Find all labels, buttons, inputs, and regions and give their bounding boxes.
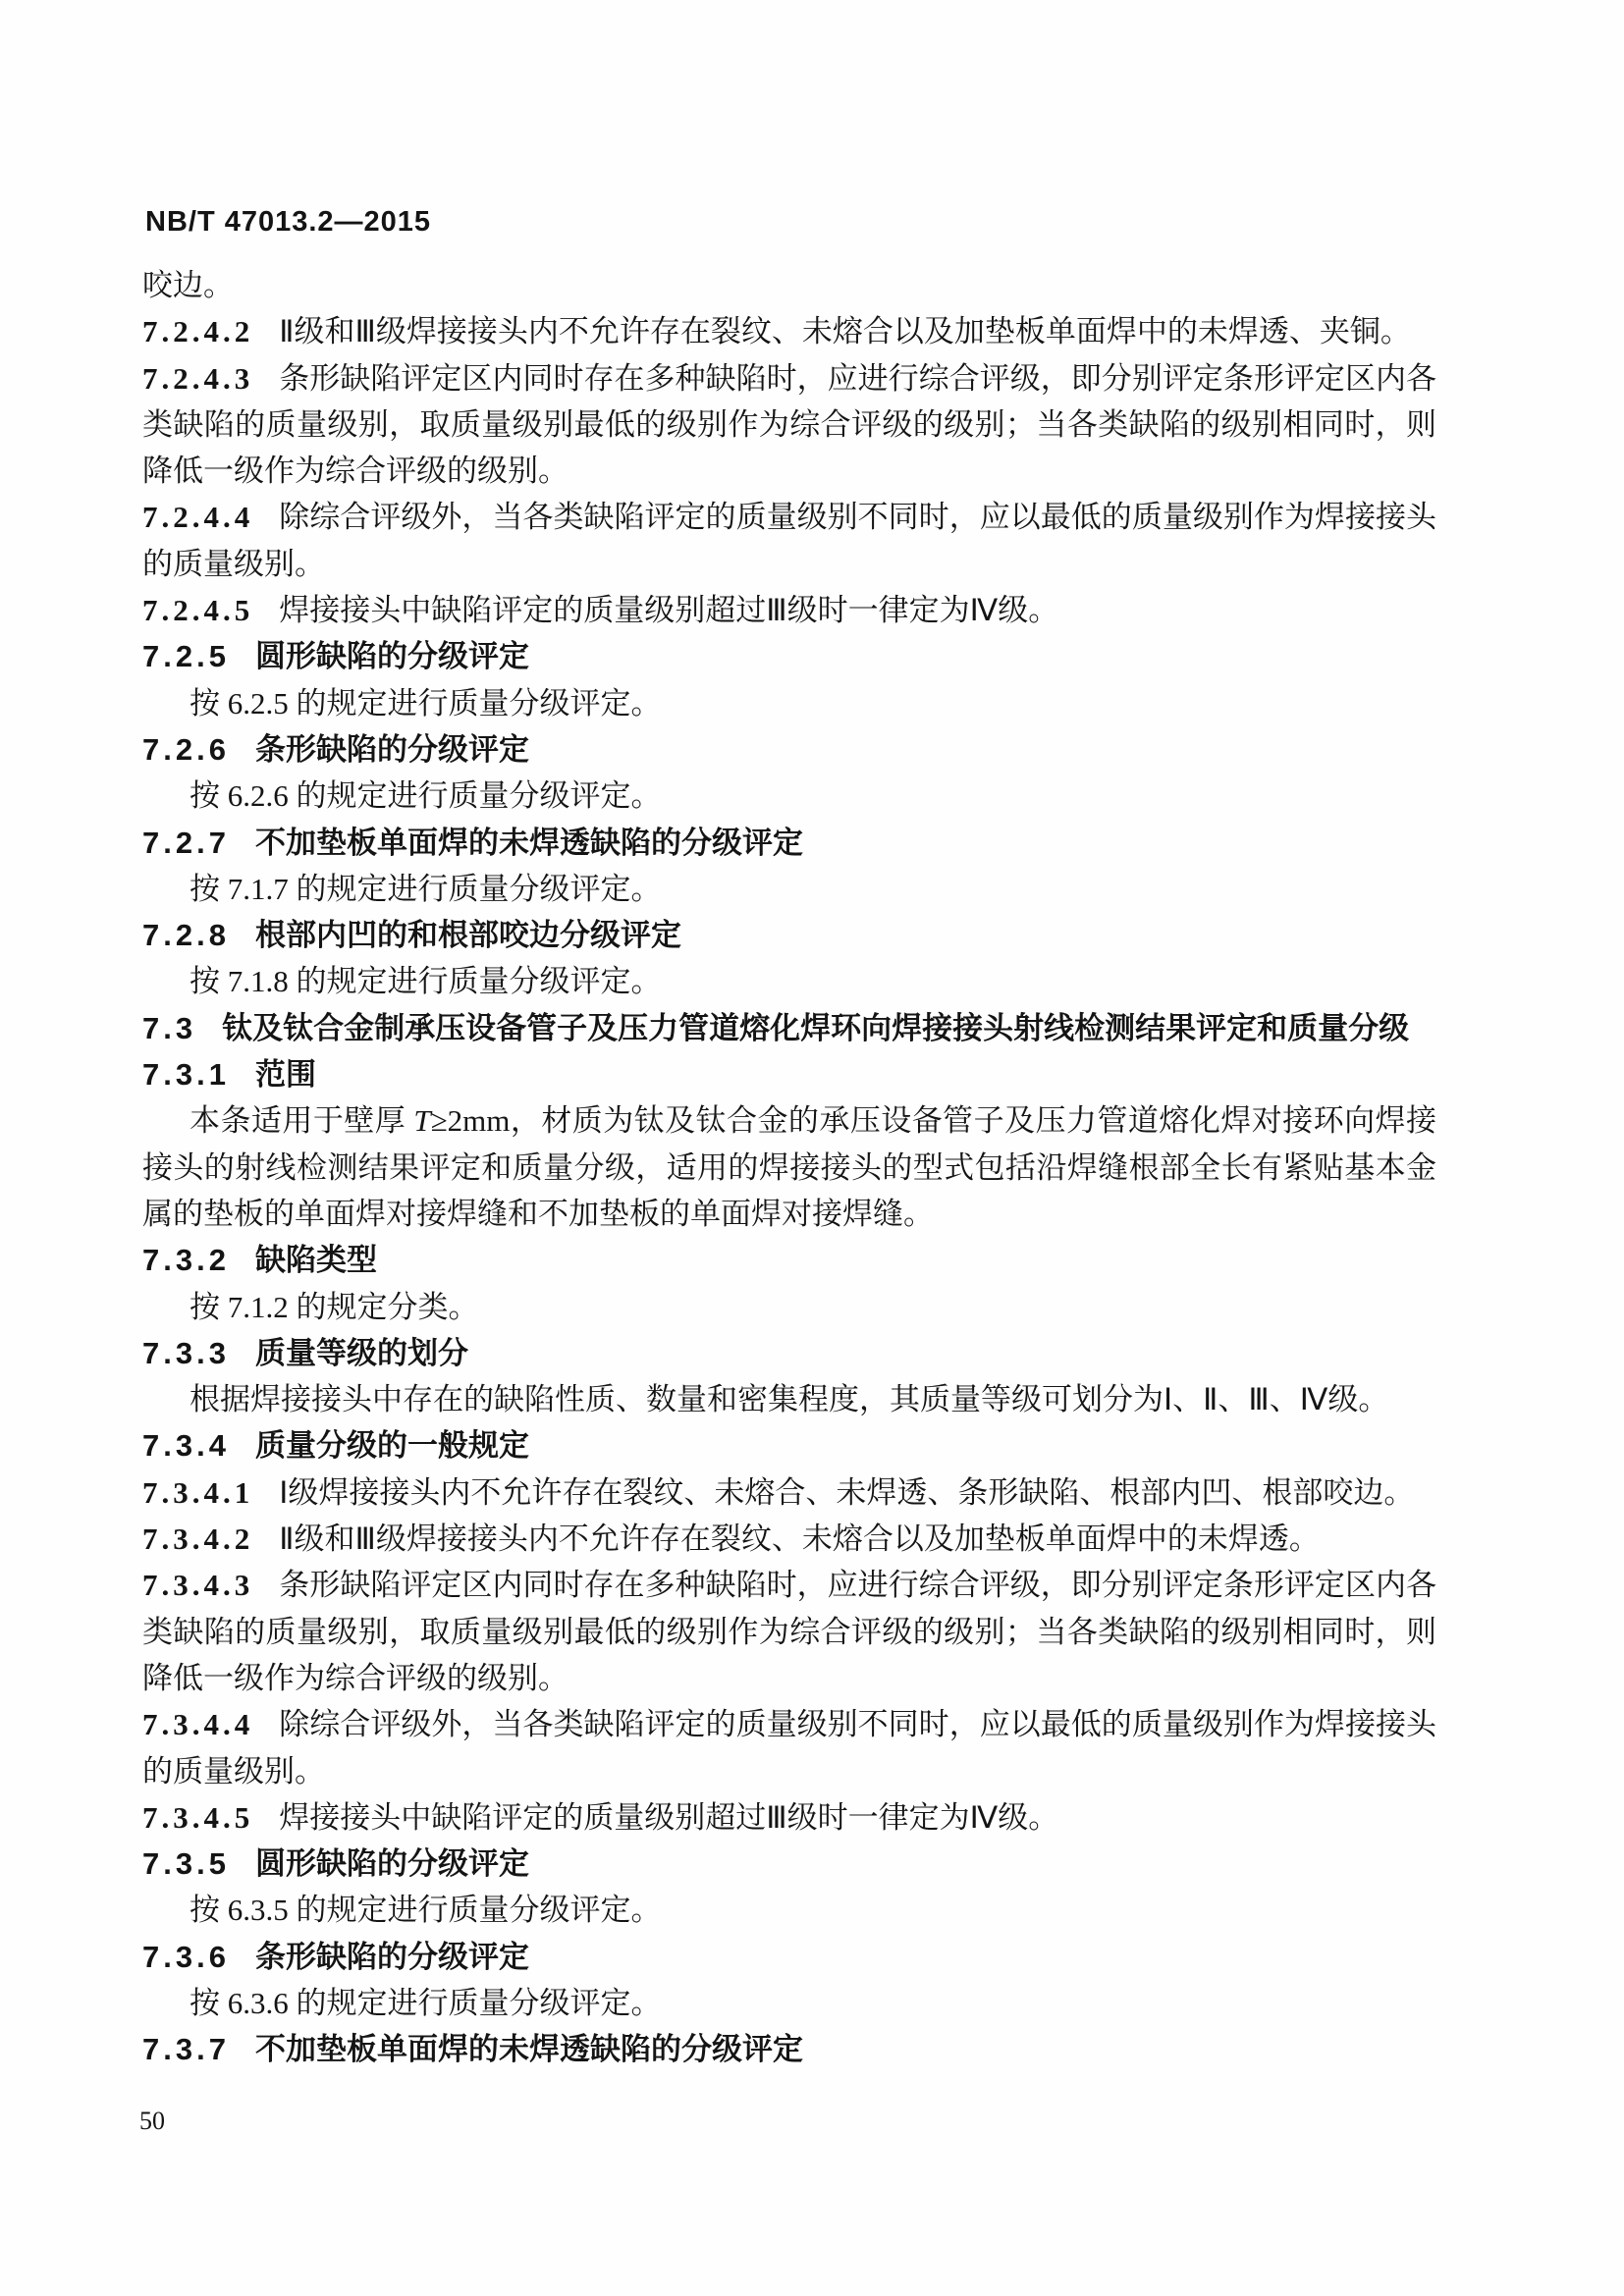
clause-7.2.8 (142, 912, 1436, 958)
clause-7.3 (142, 1005, 1436, 1051)
text-run: 除综合评级外，当各类缺陷评定的质量级别不同时，应以最低的质量级别作为焊接接头的质量级别。 (142, 1707, 1436, 1789)
clause-number: 7.2.5 (142, 639, 230, 674)
page-number: 50 (139, 2107, 165, 2135)
clause-7.2.5 (142, 633, 1436, 679)
clause-7.3.4.5 (142, 1794, 1436, 1841)
clause-7.2.4.5 (142, 587, 1436, 633)
text-paragraph (142, 1284, 1436, 1330)
text-paragraph (142, 958, 1436, 1004)
text-run: 质量分级的一般规定 (254, 1428, 529, 1464)
text-paragraph (142, 773, 1436, 819)
text-run: 条形缺陷的分级评定 (254, 1939, 529, 1974)
clause-7.3.2 (142, 1237, 1436, 1283)
text-run: 质量等级的划分 (254, 1335, 468, 1370)
clause-7.2.6 (142, 726, 1436, 773)
text-run: Ⅱ级和Ⅲ级焊接接头内不允许存在裂纹、未熔合以及加垫板单面焊中的未焊透、夹铜。 (279, 314, 1411, 349)
document-body (142, 262, 1436, 2073)
text-run: 按 6.2.6 的规定进行质量分级评定。 (189, 778, 662, 814)
text-paragraph (142, 262, 1436, 308)
clause-number: 7.3.6 (142, 1939, 230, 1974)
text-run: 按 6.3.5 的规定进行质量分级评定。 (189, 1893, 662, 1928)
text-run: T (413, 1103, 431, 1139)
clause-number: 7.2.6 (142, 731, 230, 767)
text-paragraph (142, 866, 1436, 912)
text-run: Ⅱ级和Ⅲ级焊接接头内不允许存在裂纹、未熔合以及加垫板单面焊中的未焊透。 (279, 1522, 1320, 1557)
text-run: 条形缺陷评定区内同时存在多种缺陷时，应进行综合评级，即分别评定条形评定区内各类缺陷的质量级别，取质量级别最低的级别作为综合评级的级别；当各类缺陷的级别相同时，则降低一级作为综合评级的级别。 (142, 1568, 1436, 1695)
clause-number: 7.2.4.5 (142, 593, 254, 628)
clause-number: 7.2.8 (142, 918, 230, 953)
text-run: 按 7.1.7 的规定进行质量分级评定。 (189, 871, 662, 906)
clause-7.2.7 (142, 820, 1436, 866)
clause-number: 7.3.4.4 (142, 1707, 254, 1742)
text-run: 根部内凹的和根部咬边分级评定 (254, 918, 681, 953)
text-paragraph (142, 1980, 1436, 2026)
clause-number: 7.3.5 (142, 1846, 230, 1882)
text-paragraph (142, 1097, 1436, 1237)
text-run: 范围 (254, 1057, 316, 1093)
clause-number: 7.2.4.2 (142, 314, 254, 349)
text-run: 按 7.1.2 的规定分类。 (189, 1289, 479, 1324)
clause-number: 7.3.7 (142, 2032, 230, 2067)
clause-7.3.4.1 (142, 1469, 1436, 1516)
text-paragraph (142, 1376, 1436, 1422)
clause-number: 7.2.7 (142, 825, 230, 860)
text-run: 根据焊接接头中存在的缺陷性质、数量和密集程度，其质量等级可划分为Ⅰ、Ⅱ、Ⅲ、Ⅳ级。 (189, 1382, 1389, 1417)
clause-7.3.6 (142, 1934, 1436, 1980)
text-paragraph (142, 680, 1436, 726)
text-run: 焊接接头中缺陷评定的质量级别超过Ⅲ级时一律定为Ⅳ级。 (279, 593, 1059, 628)
clause-number: 7.2.4.4 (142, 500, 254, 535)
text-run: 条形缺陷评定区内同时存在多种缺陷时，应进行综合评级，即分别评定条形评定区内各类缺陷的质量级别，取质量级别最低的级别作为综合评级的级别；当各类缺陷的级别相同时，则降低一级作为综合评级的级别。 (142, 360, 1436, 489)
text-run: 圆形缺陷的分级评定 (254, 1846, 529, 1882)
text-run: 除综合评级外，当各类缺陷评定的质量级别不同时，应以最低的质量级别作为焊接接头的质量级别。 (142, 500, 1436, 581)
clause-7.3.4.2 (142, 1516, 1436, 1562)
text-paragraph (142, 1887, 1436, 1933)
clause-7.3.4.4 (142, 1701, 1436, 1794)
text-run: 条形缺陷的分级评定 (254, 731, 529, 767)
text-run: 按 6.3.6 的规定进行质量分级评定。 (189, 1985, 662, 2020)
document-code: NB/T 47013.2—2015 (145, 206, 432, 238)
clause-number: 7.3.3 (142, 1335, 230, 1370)
clause-7.3.7 (142, 2026, 1436, 2072)
clause-number: 7.3.4 (142, 1428, 230, 1464)
clause-7.3.5 (142, 1841, 1436, 1887)
text-run: 不加垫板单面焊的未焊透缺陷的分级评定 (254, 825, 803, 860)
text-run: ≥2mm，材质为钛及钛合金的承压设备管子及压力管道熔化焊对接环向焊接接头的射线检测结果评定和质量分级，适用的焊接接头的型式包括沿焊缝根部全长有紧贴基本金属的垫板的单面焊对接焊缝和不加垫板的单面焊对接焊缝。 (142, 1103, 1436, 1231)
clause-number: 7.3.1 (142, 1057, 230, 1093)
clause-number: 7.3.4.1 (142, 1474, 254, 1510)
text-run: 不加垫板单面焊的未焊透缺陷的分级评定 (254, 2032, 803, 2067)
text-run: 焊接接头中缺陷评定的质量级别超过Ⅲ级时一律定为Ⅳ级。 (279, 1799, 1059, 1835)
clause-number: 7.3 (142, 1010, 197, 1045)
clause-7.3.4.3 (142, 1562, 1436, 1701)
text-run: 按 6.2.5 的规定进行质量分级评定。 (189, 685, 662, 721)
text-run: 按 7.1.8 的规定进行质量分级评定。 (189, 964, 662, 999)
text-run: 缺陷类型 (254, 1243, 377, 1278)
clause-7.2.4.2 (142, 308, 1436, 354)
clause-number: 7.3.2 (142, 1243, 230, 1278)
text-run: 圆形缺陷的分级评定 (254, 639, 529, 674)
clause-number: 7.2.4.3 (142, 360, 254, 396)
clause-7.3.1 (142, 1051, 1436, 1097)
text-run: 本条适用于壁厚 (189, 1103, 414, 1139)
clause-number: 7.3.4.5 (142, 1799, 254, 1835)
clause-7.3.3 (142, 1330, 1436, 1376)
clause-number: 7.3.4.3 (142, 1568, 254, 1603)
clause-7.3.4 (142, 1422, 1436, 1468)
clause-7.2.4.4 (142, 494, 1436, 587)
text-run: Ⅰ级焊接接头内不允许存在裂纹、未熔合、未焊透、条形缺陷、根部内凹、根部咬边。 (279, 1474, 1415, 1510)
clause-7.2.4.3 (142, 355, 1436, 495)
text-run: 咬边。 (142, 268, 234, 302)
clause-number: 7.3.4.2 (142, 1522, 254, 1557)
text-run: 钛及钛合金制承压设备管子及压力管道熔化焊环向焊接接头射线检测结果评定和质量分级 (222, 1010, 1410, 1045)
